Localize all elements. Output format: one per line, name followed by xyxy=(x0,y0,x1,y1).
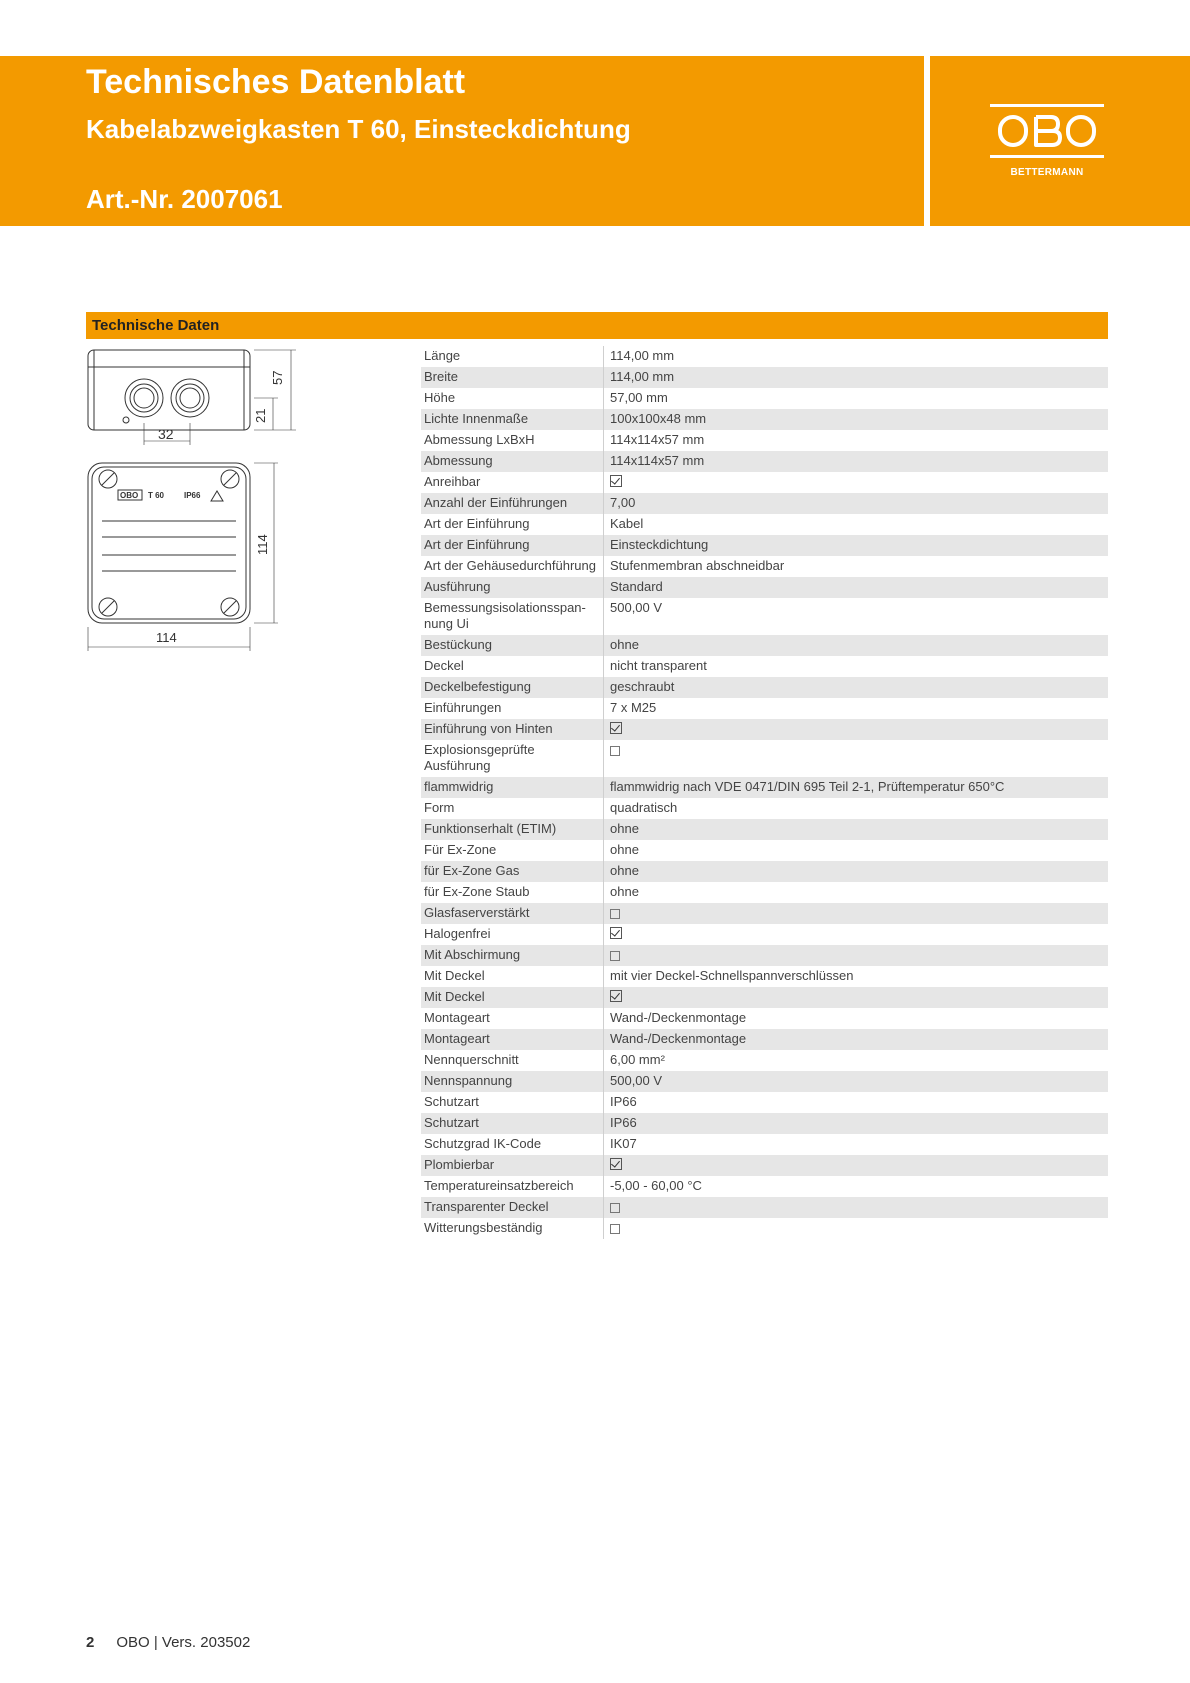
spec-row xyxy=(421,514,1108,535)
header-banner xyxy=(0,56,924,226)
spec-row xyxy=(421,1008,1108,1029)
spec-label: Art der Einführung xyxy=(421,535,604,556)
spec-label: Art der Einführung xyxy=(421,514,604,535)
spec-label: Explosionsgeprüfte Ausführung xyxy=(421,740,604,777)
page-title: Technisches Datenblatt xyxy=(86,63,466,101)
product-name: Kabelabzweigkasten T 60, Einsteckdichtung xyxy=(86,114,631,144)
spec-value: Standard xyxy=(604,577,1109,598)
spec-label: für Ex-Zone Staub xyxy=(421,882,604,903)
spec-label: Plombierbar xyxy=(421,1155,604,1176)
spec-label: flammwidrig xyxy=(421,777,604,798)
checkbox-checked-icon xyxy=(610,990,622,1002)
spec-row xyxy=(421,535,1108,556)
footer xyxy=(86,1634,250,1651)
spec-value: ohne xyxy=(604,635,1109,656)
spec-row xyxy=(421,740,1108,777)
spec-value xyxy=(604,472,1109,493)
spec-row xyxy=(421,1113,1108,1134)
spec-label: Mit Deckel xyxy=(421,987,604,1008)
spec-value: IP66 xyxy=(610,1094,637,1109)
logo-subtext: BETTERMANN xyxy=(1010,167,1084,178)
spec-label: Deckel xyxy=(421,656,604,677)
spec-row xyxy=(421,677,1108,698)
spec-row xyxy=(421,777,1108,798)
dim-width-bottom: 114 xyxy=(156,630,177,645)
spec-label: Abmessung LxBxH xyxy=(421,430,604,451)
spec-row xyxy=(421,577,1108,598)
spec-value: IP66 xyxy=(604,1113,1109,1134)
spec-label: Ausführung xyxy=(421,577,604,598)
spec-row xyxy=(421,903,1108,924)
checkbox-unchecked-icon xyxy=(610,746,620,756)
spec-value: 7,00 xyxy=(604,493,1109,514)
checkbox-unchecked-icon xyxy=(610,909,620,919)
spec-value: Einsteckdichtung xyxy=(604,535,1109,556)
spec-label: Einführung von Hinten xyxy=(421,719,604,740)
spec-value: 114x114x57 mm xyxy=(610,432,705,447)
spec-label: Länge xyxy=(421,346,604,367)
spec-table-body xyxy=(421,346,1108,1239)
spec-row xyxy=(421,924,1108,945)
spec-label: Höhe xyxy=(421,388,604,409)
spec-label: Bestückung xyxy=(421,635,604,656)
spec-label: Mit Abschirmung xyxy=(421,945,604,966)
spec-value: ohne xyxy=(604,861,1109,882)
section-title: Technische Daten xyxy=(86,312,1108,339)
spec-row xyxy=(421,1029,1108,1050)
dim-height: 57 xyxy=(270,370,285,385)
spec-value: Stufenmembran abschneidbar xyxy=(610,558,785,573)
spec-value xyxy=(604,945,1109,966)
spec-label: Mit Deckel xyxy=(421,966,604,987)
spec-label: Schutzart xyxy=(421,1113,604,1134)
spec-label: Anzahl der Einführungen xyxy=(421,493,604,514)
spec-row xyxy=(421,1176,1108,1197)
spec-label: Nennquerschnitt xyxy=(421,1050,604,1071)
checkbox-unchecked-icon xyxy=(610,1203,620,1213)
spec-label: Funktionserhalt (ETIM) xyxy=(421,819,604,840)
spec-row xyxy=(421,1050,1108,1071)
spec-value xyxy=(604,987,1109,1008)
spec-label: Schutzart xyxy=(421,1092,604,1113)
spec-value: Wand-/Deckenmontage xyxy=(610,1010,747,1025)
spec-row xyxy=(421,966,1108,987)
spec-label: Form xyxy=(421,798,604,819)
footer-version: OBO | Vers. 203502 xyxy=(116,1634,251,1651)
spec-row xyxy=(421,346,1108,367)
spec-value: ohne xyxy=(610,842,639,857)
spec-label: Montageart xyxy=(421,1029,604,1050)
spec-row xyxy=(421,819,1108,840)
spec-value: ohne xyxy=(604,819,1109,840)
spec-row xyxy=(421,451,1108,472)
spec-row xyxy=(421,1071,1108,1092)
spec-label: Breite xyxy=(421,367,604,388)
spec-label: Abmessung xyxy=(421,451,604,472)
spec-value: nicht transparent xyxy=(610,658,707,673)
spec-row xyxy=(421,409,1108,430)
spec-label: Schutzgrad IK-Code xyxy=(421,1134,604,1155)
spec-value: 7 x M25 xyxy=(610,700,657,715)
checkbox-checked-icon xyxy=(610,475,622,487)
lid-brand-label: OBO xyxy=(120,491,139,500)
spec-value: 500,00 V xyxy=(604,1071,1109,1092)
spec-row xyxy=(421,945,1108,966)
spec-row xyxy=(421,635,1108,656)
article-number: Art.-Nr. 2007061 xyxy=(86,184,283,214)
spec-row xyxy=(421,1218,1108,1239)
spec-row xyxy=(421,556,1108,577)
dim-inlet-height: 21 xyxy=(253,408,268,423)
spec-label: Lichte Innenmaße xyxy=(421,409,604,430)
technical-drawing xyxy=(86,345,306,655)
spec-value: 500,00 V xyxy=(610,600,663,615)
spec-label: für Ex-Zone Gas xyxy=(421,861,604,882)
spec-value: geschraubt xyxy=(604,677,1109,698)
spec-value: 6,00 mm² xyxy=(610,1052,665,1067)
spec-value: 114,00 mm xyxy=(604,367,1109,388)
checkbox-checked-icon xyxy=(610,722,622,734)
checkbox-checked-icon xyxy=(610,1158,622,1170)
spec-value: 100x100x48 mm xyxy=(604,409,1109,430)
dim-length-side: 114 xyxy=(255,534,270,555)
spec-row xyxy=(421,367,1108,388)
spec-row xyxy=(421,882,1108,903)
spec-value xyxy=(604,1197,1109,1218)
spec-label: Einführungen xyxy=(421,698,604,719)
spec-label: Halogenfrei xyxy=(421,924,604,945)
spec-value: IK07 xyxy=(610,1136,637,1151)
lid-model-label: T 60 xyxy=(148,491,165,500)
spec-row xyxy=(421,656,1108,677)
brand-logo-panel xyxy=(930,56,1190,226)
obo-logo-icon xyxy=(990,104,1104,164)
spec-value xyxy=(604,1155,1109,1176)
spec-table xyxy=(421,346,1108,1239)
spec-label: Anreihbar xyxy=(421,472,604,493)
spec-row xyxy=(421,861,1108,882)
checkbox-unchecked-icon xyxy=(610,951,620,961)
spec-value: 57,00 mm xyxy=(610,390,668,405)
spec-row xyxy=(421,719,1108,740)
spec-row xyxy=(421,1155,1108,1176)
spec-label: Temperatureinsatzbereich xyxy=(421,1176,604,1197)
spec-value: Kabel xyxy=(610,516,644,531)
spec-value xyxy=(604,924,1109,945)
spec-row xyxy=(421,1134,1108,1155)
spec-value xyxy=(604,1218,1109,1239)
spec-value: 114,00 mm xyxy=(610,348,675,363)
spec-row xyxy=(421,598,1108,635)
spec-row xyxy=(421,430,1108,451)
spec-value: -5,00 - 60,00 °C xyxy=(610,1178,702,1193)
spec-value: 114x114x57 mm xyxy=(604,451,1109,472)
lid-ip-label: IP66 xyxy=(184,491,201,500)
spec-value: Wand-/Deckenmontage xyxy=(604,1029,1109,1050)
spec-label: Deckelbefestigung xyxy=(421,677,604,698)
spec-label: Montageart xyxy=(421,1008,604,1029)
spec-label: Witterungsbeständig xyxy=(421,1218,604,1239)
spec-row xyxy=(421,1197,1108,1218)
spec-value xyxy=(604,740,1109,777)
spec-row xyxy=(421,698,1108,719)
top-view xyxy=(88,463,278,651)
spec-row xyxy=(421,472,1108,493)
spec-label: Für Ex-Zone xyxy=(421,840,604,861)
spec-row xyxy=(421,798,1108,819)
checkbox-checked-icon xyxy=(610,927,622,939)
page-number: 2 xyxy=(86,1634,95,1651)
spec-row xyxy=(421,840,1108,861)
dim-inlet-spacing: 32 xyxy=(158,426,174,442)
spec-label: Glasfaserverstärkt xyxy=(421,903,604,924)
spec-row xyxy=(421,987,1108,1008)
side-view xyxy=(88,350,296,445)
spec-value: quadratisch xyxy=(610,800,678,815)
checkbox-unchecked-icon xyxy=(610,1224,620,1234)
spec-value: mit vier Deckel-Schnellspannverschlüssen xyxy=(610,968,854,983)
spec-label: Nennspannung xyxy=(421,1071,604,1092)
spec-row xyxy=(421,388,1108,409)
spec-label: Transparenter Deckel xyxy=(421,1197,604,1218)
spec-row xyxy=(421,493,1108,514)
spec-row xyxy=(421,1092,1108,1113)
spec-value: ohne xyxy=(610,884,639,899)
spec-label: Bemessungsisolationsspan-nung Ui xyxy=(421,598,604,635)
spec-value xyxy=(604,903,1109,924)
spec-value xyxy=(604,719,1109,740)
spec-label: Art der Gehäusedurchführung xyxy=(421,556,604,577)
spec-value: flammwidrig nach VDE 0471/DIN 695 Teil 2-1, Prüftemperatur 650°C xyxy=(604,777,1109,798)
